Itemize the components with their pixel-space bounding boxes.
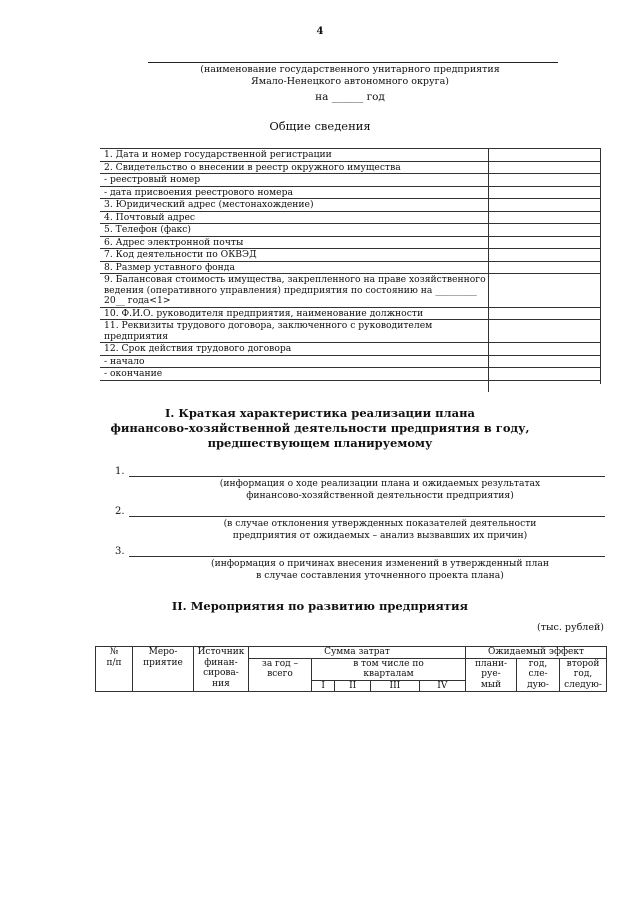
header-quarters-group: в том числе по кварталам [312,658,466,680]
fill-line [129,516,605,517]
header-event: Меро- приятие [133,647,194,692]
info-row: - окончание [100,367,600,381]
caption-line-1: (наименование государственного унитарного предприятия [200,64,500,75]
year-blank: ______ [331,91,364,103]
header-source: Источник финан- сирова- ния [194,647,249,692]
page-number: 4 [316,26,324,37]
item-caption: (информация о ходе реализации плана и ожидаемых результатах финансово-хозяйственной деятельности предприятия) [219,478,541,501]
info-row: 3. Юридический адрес (местонахождение) [100,198,600,211]
enterprise-name-line [148,62,558,63]
header-effect-planned: плани- руе- мый [466,658,517,692]
header-num: № п/п [96,647,133,692]
section-1-title: I. Краткая характеристика реализации плана финансово-хозяйственной деятельности предприятия в году, предшествующем планируемому [110,406,530,450]
section-2-title: II. Мероприятия по развитию предприятия [171,599,469,613]
info-row: 12. Срок действия трудового договора [100,342,600,355]
section-1-item-3: 3. (информация о причинах внесения изменений в утвержденный план в случае составления уточненного проекта плана) [115,546,605,586]
header-effect-next: год, сле- дую- [517,658,560,692]
quarter-2: II [335,680,371,692]
section-1-item-1: 1. (информация о ходе реализации плана и ожидаемых результатах финансово-хозяйственной деятельности предприятия) [115,466,605,506]
info-row: 8. Размер уставного фонда [100,261,600,274]
info-right-border [600,148,601,384]
quarter-3: III [371,680,419,692]
header-costs: Сумма затрат [249,647,466,659]
info-row: 4. Почтовый адрес [100,211,600,224]
caption-line-2: Ямало-Ненецкого автономного округа) [251,76,449,87]
item-caption: (в случае отклонения утвержденных показателей деятельности предприятия от ожидаемых – анализ вызвавших их причин) [223,518,537,541]
info-row: 2. Свидетельство о внесении в реестр окружного имущества [100,161,600,174]
header-effect-second: второй год, следую- [560,658,607,692]
fill-line [129,476,605,477]
section-1-item-2: 2. (в случае отклонения утвержденных показателей деятельности предприятия от ожидаемых – анализ вызвавших их причин) [115,506,605,546]
info-row: 11. Реквизиты трудового договора, заключенного с руководителем предприятия [100,319,600,342]
item-caption: (информация о причинах внесения изменений в утвержденный план в случае составления уточненного проекта плана) [211,558,549,581]
info-row: 1. Дата и номер государственной регистрации [100,148,600,161]
info-row: - дата присвоения реестрового номера [100,186,600,199]
table-header-row-1 [96,647,607,659]
general-info-title: Общие сведения [269,119,371,133]
info-row: - начало [100,355,600,368]
info-row: - реестровый номер [100,173,600,186]
quarter-4: IV [419,680,465,692]
development-measures-table [95,646,607,692]
enterprise-name-caption [140,64,560,88]
quarter-1: I [312,680,335,692]
header-effect: Ожидаемый эффект [466,647,607,659]
year-prefix: на [315,91,329,103]
fill-line [129,556,605,557]
year-suffix: год [366,91,385,103]
general-info-table [100,148,600,381]
info-row: 7. Код деятельности по ОКВЭД [100,248,600,261]
info-row: 9. Балансовая стоимость имущества, закрепленного на праве хозяйственного ведения (оперативного управления) предприятия по состоянию на _________ 20__ года<1> [100,273,600,307]
info-row: 6. Адрес электронной почты [100,236,600,249]
info-column-divider [488,148,489,392]
info-row: 10. Ф.И.О. руководителя предприятия, наименование должности [100,307,600,320]
units-label: (тыс. рублей) [537,622,604,633]
year-line [140,91,560,103]
header-costs-year: за год – всего [249,658,312,692]
info-row: 5. Телефон (факс) [100,223,600,236]
